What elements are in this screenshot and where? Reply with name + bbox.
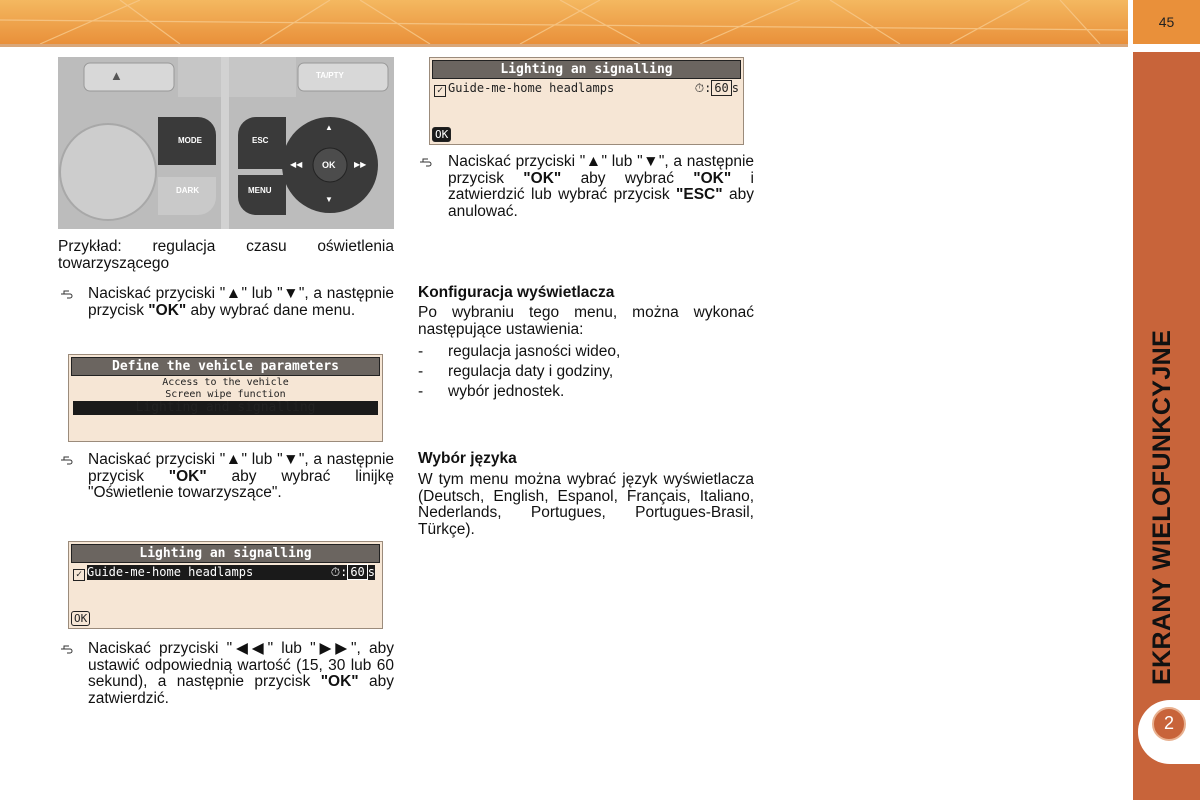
section-language-body: W tym menu można wybrać język wyświetlacza (Deutsch, English, Espanol, Français, Italiano, Nederlands, Portugues, Portugues-Brasil, Türkçe). <box>418 471 754 538</box>
header-bar <box>0 0 1128 44</box>
side-tab-title: EKRANY WIELOFUNKCYJNE <box>1148 329 1176 685</box>
dark-button[interactable]: DARK <box>176 186 200 195</box>
hand-pointer-icon <box>60 288 76 302</box>
menu-item-lighting[interactable]: Lighting and signalling <box>73 401 378 415</box>
ok-screen-button[interactable]: OK <box>432 127 451 142</box>
control-panel-drawing <box>58 57 394 229</box>
page-number: 45 <box>1158 14 1175 30</box>
down-arrow-icon[interactable]: ▼ <box>325 195 333 204</box>
menu-button[interactable]: MENU <box>248 186 272 195</box>
list-item: - wybór jednostek. <box>418 383 565 400</box>
timer-value[interactable]: 60 <box>347 564 367 580</box>
right-step-text: Naciskać przyciski "▲" lub "▼", a następnie przycisk "OK" aby wybrać "OK" i zatwierdzić lub wybrać przycisk "ESC" aby anulować. <box>448 153 755 220</box>
ok-screen-button[interactable]: OK <box>71 611 90 626</box>
guide-me-home-item[interactable]: Guide-me-home headlamps ⏱: 60 s <box>87 565 375 579</box>
list-item: - regulacja jasności wideo, <box>418 343 621 360</box>
lighting-screen-title: Lighting an signalling <box>432 60 741 79</box>
mode-button[interactable]: MODE <box>178 136 202 145</box>
step-1-text: Naciskać przyciski "▲" lub "▼", a następnie przycisk "OK" aby wybrać dane menu. <box>88 285 395 319</box>
lighting-screen-right <box>429 57 744 145</box>
up-arrow-icon[interactable]: ▲ <box>325 123 333 132</box>
lighting-screen-left <box>68 541 383 629</box>
timer-icon: ⏱: <box>694 81 712 95</box>
hand-pointer-icon <box>60 454 76 468</box>
ok-button[interactable]: OK <box>322 160 336 170</box>
step-3-text: Naciskać przyciski "◀◀" lub "▶▶", aby ustawić odpowiednią wartość (15, 30 lub 60 sekund), a następnie przycisk "OK" aby zatwierdzić. <box>88 640 395 707</box>
menu-screen <box>68 354 383 442</box>
rewind-icon[interactable]: ◀◀ <box>290 160 303 169</box>
timer-unit: s <box>731 81 739 95</box>
header-pattern <box>0 0 1128 44</box>
chapter-number: 2 <box>1163 713 1174 733</box>
esc-button[interactable]: ESC <box>252 136 269 145</box>
lighting-screen-title: Lighting an signalling <box>71 544 380 563</box>
menu-item-screen-wipe[interactable]: Screen wipe function <box>165 389 286 400</box>
eject-icon[interactable]: ▲ <box>110 68 123 83</box>
header-line <box>0 44 1128 47</box>
ta-pty-button[interactable]: TA/PTY <box>316 71 344 80</box>
example-caption: Przykład: regulacja czasu oświetlenia towarzyszącego <box>58 238 394 272</box>
list-item: - regulacja daty i godziny, <box>418 363 614 380</box>
step-2-text: Naciskać przyciski "▲" lub "▼", a następnie przycisk "OK" aby wybrać linijkę "Oświetlenie towarzyszące". <box>88 451 395 501</box>
hand-pointer-icon <box>60 643 76 657</box>
control-panel-image <box>58 57 394 229</box>
menu-item-access[interactable]: Access to the vehicle <box>162 377 289 388</box>
timer-unit: s <box>367 565 375 579</box>
guide-me-home-item[interactable]: Guide-me-home headlamps <box>448 81 615 95</box>
timer-value[interactable]: 60 <box>711 80 731 96</box>
section-title-display-config: Konfiguracja wyświetlacza <box>418 284 615 301</box>
menu-screen-title: Define the vehicle parameters <box>71 357 380 376</box>
timer-icon: ⏱: <box>330 565 348 579</box>
hand-pointer-icon <box>419 156 435 170</box>
section-title-language: Wybór języka <box>418 450 517 467</box>
checkbox-icon[interactable]: ✓ <box>73 569 85 581</box>
fast-forward-icon[interactable]: ▶▶ <box>354 160 367 169</box>
section-display-config-intro: Po wybraniu tego menu, można wykonać następujące ustawienia: <box>418 304 754 338</box>
checkbox-icon[interactable]: ✓ <box>434 85 446 97</box>
